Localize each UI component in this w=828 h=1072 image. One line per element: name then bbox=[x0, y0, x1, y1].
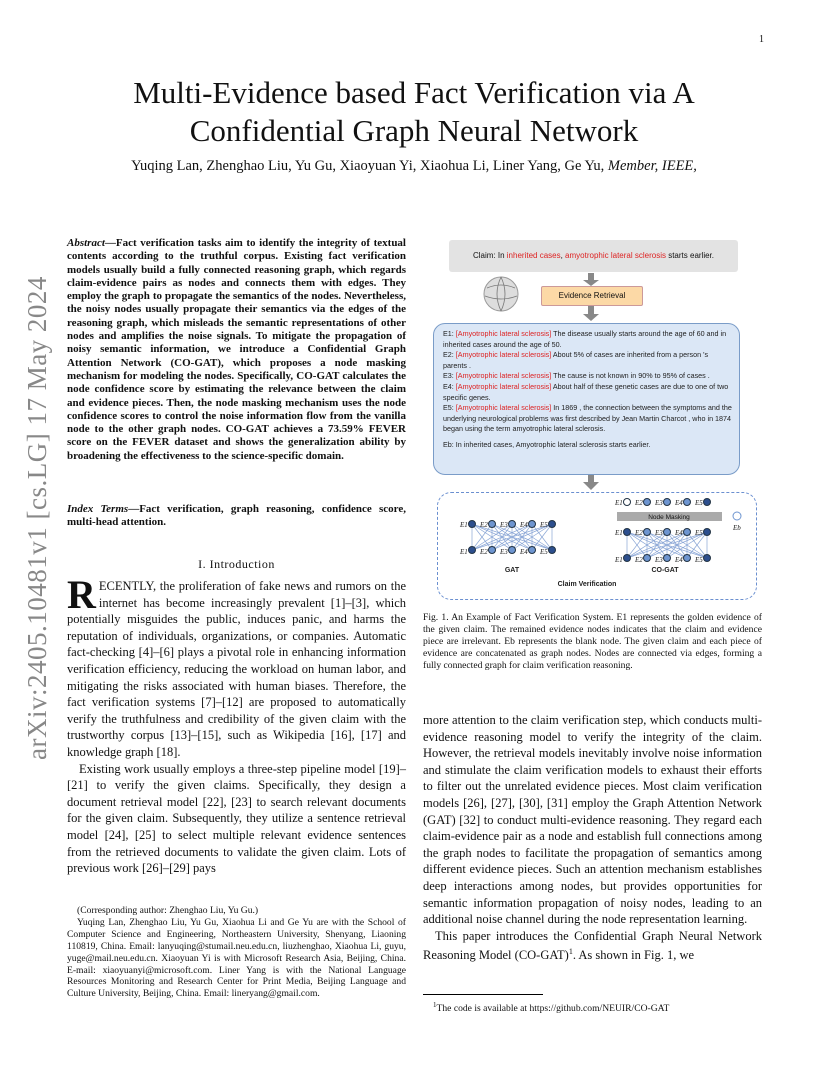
cogat-node-label: E4 bbox=[675, 556, 683, 564]
cogat-node bbox=[664, 555, 671, 562]
gat-node bbox=[529, 547, 536, 554]
abstract-label: Abstract bbox=[67, 237, 105, 249]
cogat-top-node bbox=[644, 499, 651, 506]
gat-label: GAT bbox=[504, 567, 520, 574]
node-masking-label: Node Masking bbox=[648, 514, 690, 521]
footnote-affiliations: Yuqing Lan, Zhenghao Liu, Yu Gu, Xiaohua Li and Ge Yu are with the School of Computer Science and Engineering, Northeastern University, Shenyang, Liaoning 110819, China. Email: lanyuqing@stumail.neu.edu.cn, liuzhenghao, Xiaohua Li, guyu, yuge@mail.neu.edu.cn. Xiaoyuan Yi is with Microsoft Research Asia, Beijing, China. E-mail: xiaoyuanyi@microsoft.com. Liner Yang is with the National Language Resources Monitoring and Research Center for Print Media, Beijing Language and Culture University, Beijing, China. Email: lineryang@gmail.com. bbox=[67, 916, 406, 1000]
evidence-item-4: E4: [Amyotrophic lateral sclerosis] About half of these genetic cases are due to one of two specific genes. bbox=[443, 381, 729, 402]
footnote-rule bbox=[423, 994, 543, 995]
cogat-node bbox=[684, 529, 691, 536]
footnotes-left bbox=[67, 905, 406, 1000]
gat-node bbox=[489, 547, 496, 554]
cogat-node bbox=[664, 529, 671, 536]
wikipedia-globe-icon bbox=[484, 277, 518, 311]
gat-node bbox=[509, 521, 516, 528]
paper-title: Multi-Evidence based Fact Verification via A Confidential Graph Neural Network bbox=[133, 75, 695, 148]
cogat-node bbox=[704, 529, 711, 536]
gat-node-label: E4 bbox=[520, 548, 528, 556]
page-number: 1 bbox=[759, 34, 764, 45]
right-paragraph-2 bbox=[423, 928, 762, 964]
claim-verification-label: Claim Verification bbox=[557, 581, 617, 588]
cogat-node-label: E1 bbox=[615, 499, 623, 507]
index-terms-text: —Fact verification, graph reasoning, confidence score, multi-head attention. bbox=[67, 503, 406, 529]
cogat-node bbox=[624, 555, 631, 562]
claim-highlight-1: inherited cases bbox=[506, 251, 561, 260]
right-p2-text-end: . As shown in Fig. 1, we bbox=[572, 948, 695, 963]
cogat-node bbox=[704, 555, 711, 562]
cogat-node-label: E1 bbox=[615, 556, 623, 564]
figure-caption: Fig. 1. An Example of Fact Verification System. E1 represents the golden evidence of the given claim. The remained evidence nodes indicates that the claim and evidence piece are irrelevant. Eb represents the blank node. The given claim and each piece of evidence are concatenated as graph nodes. Nodes are connected via edges, forming a fully connected graph for claim verification reasoning. bbox=[423, 612, 762, 671]
blank-node-label: Eb bbox=[733, 524, 741, 532]
cogat-node bbox=[684, 555, 691, 562]
right-column-body bbox=[423, 712, 762, 964]
cogat-node-label: E5 bbox=[695, 499, 703, 507]
cogat-top-node bbox=[704, 499, 711, 506]
cogat-node-label: E4 bbox=[675, 499, 683, 507]
gat-node-label: E1 bbox=[460, 548, 468, 556]
cogat-node-label: E5 bbox=[695, 529, 703, 537]
evidence-item-3: E3: [Amyotrophic lateral sclerosis] The cause is not known in 90% to 95% of cases . bbox=[443, 371, 710, 381]
blank-node bbox=[733, 512, 741, 520]
gat-node-label: E4 bbox=[520, 521, 528, 529]
gat-node-label: E2 bbox=[480, 548, 488, 556]
cogat-node-label: E3 bbox=[655, 556, 663, 564]
gat-node-label: E5 bbox=[540, 548, 548, 556]
graph-diagram bbox=[437, 492, 755, 598]
author-list bbox=[60, 158, 768, 175]
evidence-item-2: E2: [Amyotrophic lateral sclerosis] About 5% of cases are inherited from a person 's parents . bbox=[443, 350, 709, 370]
cogat-node-label: E4 bbox=[675, 529, 683, 537]
arxiv-stamp: arXiv:2405.10481v1 [cs.LG] 17 May 2024 bbox=[22, 276, 52, 760]
gat-node bbox=[549, 521, 556, 528]
gat-node-label: E2 bbox=[480, 521, 488, 529]
authors-suffix: Member, IEEE, bbox=[607, 158, 697, 174]
blank-node-text: Eb: In inherited cases, Amyotrophic lateral sclerosis starts earlier. bbox=[443, 439, 651, 449]
cogat-node-label: E2 bbox=[635, 499, 643, 507]
gat-node bbox=[509, 547, 516, 554]
cogat-node bbox=[644, 555, 651, 562]
footnote-code bbox=[423, 1000, 762, 1015]
dropcap: R bbox=[67, 572, 96, 617]
intro-paragraph-1 bbox=[67, 572, 406, 761]
footnote-code-text: The code is available at https://github.com/NEUIR/CO-GAT bbox=[436, 1003, 670, 1015]
evidence-item-5: E5: [Amyotrophic lateral sclerosis] In 1869 , the connection between the symptoms and the underlying neurological problems was first described by Jean Martin Charcot , who in 1874 began using the term amyotrophic lateral sclerosis. bbox=[443, 403, 732, 434]
gat-node bbox=[469, 547, 476, 554]
gat-node bbox=[549, 547, 556, 554]
footnote-ref: 1 bbox=[568, 947, 573, 957]
index-terms-label: Index Terms bbox=[67, 503, 129, 515]
cogat-node-label: E3 bbox=[655, 499, 663, 507]
claim-highlight-2: amyotrophic lateral sclerosis bbox=[565, 251, 666, 260]
gat-node bbox=[489, 521, 496, 528]
section-heading: I. Introduction bbox=[198, 557, 275, 571]
footnote-corresponding: (Corresponding author: Zhenghao Liu, Yu Gu.) bbox=[77, 905, 259, 916]
intro-paragraph-2: Existing work usually employs a three-step pipeline model [19]–[21] to verify the given claims. Specifically, they design a document retrieval model [22], [23] to search relevant documents for the given claim. Subsequently, they utilize a sentence retrieval model [24], [25] to select multiple relevant evidence sentences from the retrieved documents to validate the given claim. Lots of previous work [26]–[29] pays bbox=[67, 761, 406, 876]
gat-node-label: E1 bbox=[460, 521, 468, 529]
cogat-top-node bbox=[664, 499, 671, 506]
claim-mid: , bbox=[560, 251, 566, 260]
index-terms bbox=[67, 503, 406, 530]
right-p2-text: This paper introduces the Confidential Graph Neural Network Reasoning Model (CO-GAT) bbox=[423, 928, 762, 963]
abstract-text: —Fact verification tasks aim to identify the integrity of textual contents according to the truthful corpus. Existing fact verification models usually build a fully connected reasoning graph, which regards claim-evidence pairs as nodes and connects them with edges. They employ the graph to propagate the semantics of the nodes. Nevertheless, the noisy nodes usually propagate their semantics via the edges of the reasoning graph, which misleads the semantic representations of other nodes and amplifies the noise signals. To mitigate the propagation of noisy semantic information, we introduce a Confidential Graph Attention Network (CO-GAT), which proposes a node masking mechanism for modeling the nodes. Specifically, CO-GAT calculates the node confidence score by estimating the relevance between the claim and evidence pieces. Then, the node masking mechanism uses the node confidence scores to control the noise information flow from the vanilla node to the other graph nodes. CO-GAT achieves a 73.59% FEVER score on the FEVER dataset and shows the generalization ability by broadening the effectiveness to the science-specific domain. bbox=[67, 237, 406, 462]
cogat-node-label: E2 bbox=[635, 556, 643, 564]
gat-node-label: E3 bbox=[500, 521, 508, 529]
gat-node-label: E5 bbox=[540, 521, 548, 529]
footnote-code-mark: 1 bbox=[433, 1001, 437, 1009]
gat-node bbox=[529, 521, 536, 528]
intro-body bbox=[67, 572, 406, 877]
evidence-list bbox=[443, 329, 733, 451]
gat-node-label: E3 bbox=[500, 548, 508, 556]
claim-suffix: starts earlier. bbox=[665, 251, 714, 260]
cogat-node-label: E1 bbox=[615, 529, 623, 537]
authors: Yuqing Lan, Zhenghao Liu, Yu Gu, Xiaoyuan Yi, Xiaohua Li, Liner Yang, Ge Yu, bbox=[131, 158, 605, 174]
figure-1 bbox=[423, 230, 762, 600]
cogat-top-node bbox=[684, 499, 691, 506]
cogat-node-label: E3 bbox=[655, 529, 663, 537]
cogat-label: CO-GAT bbox=[651, 567, 679, 574]
abstract bbox=[67, 237, 406, 463]
evidence-item-1: E1: [Amyotrophic lateral sclerosis] The disease usually starts around the age of 60 and in inherited cases around the age of 50. bbox=[443, 329, 727, 349]
gat-node bbox=[469, 521, 476, 528]
cogat-node-label: E5 bbox=[695, 556, 703, 564]
evidence-retrieval-box: Evidence Retrieval bbox=[541, 286, 643, 306]
cogat-node bbox=[644, 529, 651, 536]
cogat-node bbox=[624, 529, 631, 536]
intro-p1-text: ECENTLY, the proliferation of fake news and rumors on the internet has become increasingly prevalent [1]–[3], which potentially misguides the public, induces panic, and harms the reputation of individuals, organizations, or companies. Automatic fact-checking [4]–[6] plays a pivotal role in enhancing information verification efficiency, reducing the workload on human labor, and mitigating the risks associated with human biases. Therefore, the fact verification systems [7]–[12] are proposed to automatically verify the truthfulness and credibility of the given claim with the trustworthy corpus [13]–[15], such as Wikipedia [16], [17] and knowledge graph [18]. bbox=[67, 579, 406, 759]
cogat-top-node bbox=[624, 499, 631, 506]
right-paragraph-1: more attention to the claim verification step, which conducts multi-evidence reasoning model to verify the integrity of the claim. However, the retrieval models inevitably involve noise information and stimulate the claim verification models to exhaust their efforts to filter out the unrelated evidence pieces. Most claim verification models [26], [27], [30], [31] employ the Graph Attention Network (GAT) [32] to conduct multi-evidence reasoning. They regard each claim-evidence pair as a node and establish full connections among the graph nodes to facilitate the propagation of semantics among different evidence pieces. Such an attention mechanism establishes deep interactions among nodes, but provides opportunities for semantic information propagation of noisy nodes, leading to an additional noise channel during the node representation learning. bbox=[423, 713, 762, 927]
claim-prefix: Claim: In bbox=[472, 251, 507, 260]
cogat-node-label: E2 bbox=[635, 529, 643, 537]
